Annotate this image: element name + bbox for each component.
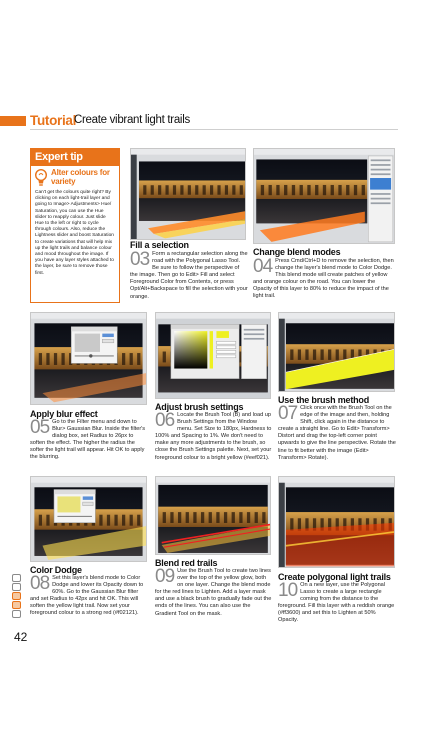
expert-tip-subheader	[31, 166, 119, 189]
step-03-number: 03	[130, 249, 150, 270]
step-07-text: Click once with the Brush Tool on the edge of the image and then, holding Shift, click again in the distance to create a straight line. Go to Edit> Transform> Distort and drag the top-left corner point upwards to give the line perspective. Rotate the line to fit better with the image (Edit> Transform> Rotate).	[278, 405, 396, 461]
header-divider	[30, 129, 398, 130]
step-04-title: Change blend modes	[253, 247, 341, 257]
step-06-number: 06	[155, 410, 175, 431]
step-07-title: Use the brush method	[278, 395, 370, 405]
step-06-text: Locate the Brush Tool (B) and load up Brush Settings from the Window menu. Set Size to 180px, Hardness to 100% and Spacing to 1%. We don't need to make any more adjustments to the brush, so close the Brush Settings palette. Next, set your foreground colour to a bright yellow (#eef021).	[155, 412, 272, 461]
step-09-screenshot	[155, 476, 271, 555]
step-06-screenshot	[155, 312, 271, 399]
step-04-body	[253, 258, 395, 301]
step-10-body	[278, 582, 396, 625]
step-06-body	[155, 412, 273, 462]
step-07-number: 07	[278, 403, 298, 424]
section-label: Tutorial	[30, 113, 77, 128]
step-05-body	[30, 419, 148, 462]
step-10-title: Create polygonal light trails	[278, 572, 391, 582]
step-03-screenshot	[130, 148, 246, 240]
lightbulb-icon	[34, 168, 48, 188]
step-05-screenshot	[30, 312, 147, 405]
step-04-number: 04	[253, 256, 273, 277]
progress-square-4	[12, 601, 21, 609]
step-10-text: On a new layer, use the Polygonal Lasso to create a large rectangle coming from the distance to the foreground. Fill this layer with a reddish orange (#ff3600) and set this to Lighten at 50% Opacity.	[278, 582, 395, 624]
page-number: 42	[14, 630, 28, 644]
step-08-title: Color Dodge	[30, 565, 82, 575]
step-03-text: Form a rectangular selection along the road with the Polygonal Lasso Tool. Be sure to follow the perspective of the image. Then go to Edit> Fill and select Foreground Color from Contents, or press Opt/Alt+Backspace to fill the selection with your orange.	[130, 251, 248, 300]
step-07-body	[278, 405, 396, 462]
step-09-number: 09	[155, 566, 175, 587]
step-04-text: Press Cmd/Ctrl+D to remove the selection, then change the layer's blend mode to Color Dodge. This blend mode will create patches of yellow and orange colour on the road. You can lower the Opacity of this layer to 80% to reduce the impact of the light trail.	[253, 258, 394, 300]
progress-square-5	[12, 610, 21, 618]
expert-tip-box	[30, 148, 120, 303]
step-05-text: Go to the Filter menu and down to Blur> Gaussian Blur. Inside the filter's dialog box, set Radius to 26px to soften the effect. The higher the radius the softer the light trail will appear. Hit OK to apply the blurring.	[30, 419, 146, 461]
step-05-title: Apply blur effect	[30, 409, 98, 419]
expert-tip-body: Can't get the colours quite right? By clicking on each light-trail layer and going to Image> Adjustments> Hue/ Saturation, you can use the Hue slider to reapply colour. Just slide Hue to the left or right to cycle through colours. Also, reduce the Lightness slider and boost Saturation to create variations that will help mix up the light trails and balance colour and mood throughout the image. If you have any layer styles attached to the layer, be sure to remove those first.	[35, 190, 114, 276]
step-08-body	[30, 575, 148, 618]
section-marker	[0, 116, 26, 126]
step-05-number: 05	[30, 417, 50, 438]
step-10-screenshot	[278, 476, 395, 568]
step-07-screenshot	[278, 312, 395, 392]
step-08-number: 08	[30, 573, 50, 594]
progress-square-3	[12, 592, 21, 600]
step-09-text: Use the Brush Tool to create two lines over the top of the yellow glow, both on one layer. Change the blend mode for the red lines to Lighten. Add a layer mask and use a black brush to gradually fade out the ends of the lines. You can also use the Gradient Tool on the mask.	[155, 568, 272, 617]
step-08-text: Set this layer's blend mode to Color Dodge and lower its Opacity down to 60%. Go to the Gaussian Blur filter and set Radius to 42px and hit OK. This will soften the yellow light trail. Now set your foreground colour to a strong red (#f02121).	[30, 575, 144, 617]
step-08-screenshot	[30, 476, 147, 562]
step-09-body	[155, 568, 273, 618]
expert-tip-subheading: Alter colours for variety	[51, 168, 110, 186]
page-title: Create vibrant light trails	[74, 114, 190, 126]
progress-square-2	[12, 583, 21, 591]
step-09-title: Blend red trails	[155, 558, 218, 568]
step-03-body	[130, 251, 248, 301]
step-04-screenshot	[253, 148, 395, 244]
progress-square-1	[12, 574, 21, 582]
expert-tip-heading: Expert tip	[31, 149, 119, 166]
step-10-number: 10	[278, 580, 298, 601]
step-03-title: Fill a selection	[130, 240, 189, 250]
step-06-title: Adjust brush settings	[155, 402, 244, 412]
